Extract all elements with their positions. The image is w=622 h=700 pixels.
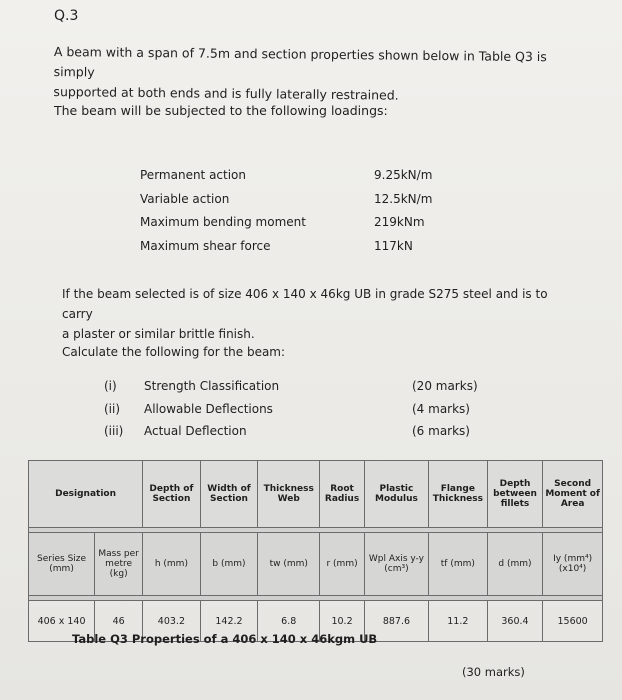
loading-label: Permanent action <box>140 168 247 182</box>
table-header-row <box>29 461 603 528</box>
loading-value: 9.25kN/m <box>374 168 433 182</box>
unit-cell: d (mm) <box>487 533 542 596</box>
unit-cell: h (mm) <box>143 533 201 596</box>
task-marks: (6 marks) <box>412 424 470 439</box>
question-number: Q.3 <box>54 8 79 24</box>
value-cell: 10.2 <box>320 601 365 642</box>
unit-cell: tw (mm) <box>258 533 320 596</box>
table-units-row <box>29 533 603 596</box>
value-cell: 887.6 <box>364 601 428 642</box>
task-label: Actual Deflection <box>144 424 247 439</box>
value-cell: 6.8 <box>258 601 320 642</box>
task-number: (iii) <box>104 424 124 439</box>
header-cell: Depth between fillets <box>487 461 542 528</box>
calculate-instruction: Calculate the following for the beam: <box>62 345 286 359</box>
loading-value: 219kNm <box>374 215 425 229</box>
header-cell: Designation <box>29 461 143 528</box>
value-cell: 11.2 <box>428 601 487 642</box>
loading-label: Variable action <box>140 191 230 206</box>
loadings-intro: The beam will be subjected to the following loadings: <box>54 103 388 118</box>
header-cell: Thickness Web <box>258 461 320 528</box>
intro-paragraph <box>53 42 574 107</box>
section-properties-table <box>28 460 603 642</box>
value-cell: 360.4 <box>487 601 542 642</box>
value-cell: 406 x 140 <box>29 601 95 642</box>
task-marks: (4 marks) <box>412 401 470 416</box>
loading-row <box>140 192 470 216</box>
loading-row <box>140 239 470 263</box>
task-marks: (20 marks) <box>412 379 478 394</box>
header-cell: Root Radius <box>320 461 365 528</box>
header-cell: Width of Section <box>200 461 258 528</box>
intro-line-1: A beam with a span of 7.5m and section properties shown below in Table Q3 is simply <box>53 43 547 80</box>
loading-row <box>140 168 470 192</box>
value-cell: 403.2 <box>143 601 201 642</box>
unit-cell: Iy (mm⁴) (x10⁴) <box>543 533 603 596</box>
task-number: (i) <box>104 379 117 394</box>
task-number: (ii) <box>104 401 121 416</box>
beam-paragraph <box>62 284 582 344</box>
unit-cell: Mass per metre (kg) <box>95 533 143 596</box>
loading-label: Maximum shear force <box>140 238 271 253</box>
total-marks: (30 marks) <box>462 665 525 679</box>
task-label: Strength Classification <box>144 379 280 394</box>
header-cell: Flange Thickness <box>428 461 487 528</box>
unit-cell: b (mm) <box>200 533 258 596</box>
task-item <box>104 420 494 443</box>
loading-label: Maximum bending moment <box>140 215 306 229</box>
intro-line-2: supported at both ends and is fully laterally restrained. <box>53 83 399 103</box>
unit-cell: tf (mm) <box>428 533 487 596</box>
value-cell: 15600 <box>543 601 603 642</box>
loading-value: 12.5kN/m <box>374 191 433 206</box>
header-cell: Depth of Section <box>143 461 201 528</box>
task-item <box>104 398 494 421</box>
table-caption: Table Q3 Properties of a 406 x 140 x 46kgm UB <box>72 632 378 646</box>
loading-row <box>140 215 470 239</box>
unit-cell: Series Size (mm) <box>29 533 95 596</box>
header-cell: Plastic Modulus <box>364 461 428 528</box>
beam-line-1: If the beam selected is of size 406 x 140 x 46kg UB in grade S275 steel and is to carry <box>62 287 548 321</box>
value-cell: 142.2 <box>200 601 258 642</box>
task-list <box>104 375 494 443</box>
header-cell: Second Moment of Area <box>543 461 603 528</box>
beam-line-2: a plaster or similar brittle finish. <box>62 327 255 341</box>
task-item <box>104 375 494 398</box>
value-cell: 46 <box>95 601 143 642</box>
unit-cell: Wpl Axis y-y (cm³) <box>364 533 428 596</box>
loadings-list <box>140 168 470 262</box>
loading-value: 117kN <box>374 238 413 253</box>
task-label: Allowable Deflections <box>144 401 273 416</box>
unit-cell: r (mm) <box>320 533 365 596</box>
